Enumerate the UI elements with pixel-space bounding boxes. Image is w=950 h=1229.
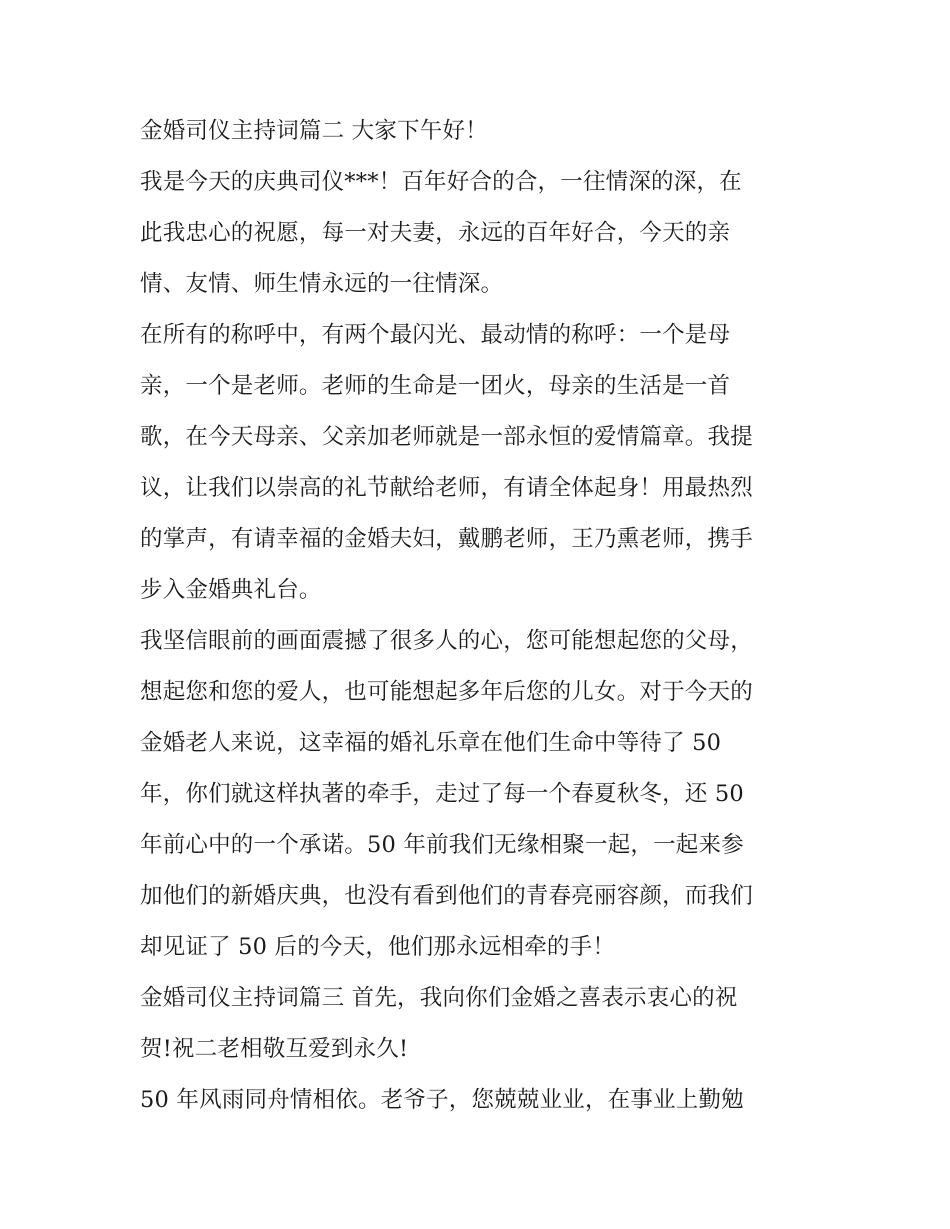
text-line: 在所有的称呼中，有两个最闪光、最动情的称呼：一个是母 — [140, 322, 731, 348]
text-line: 歌，在今天母亲、父亲加老师就是一部永恒的爱情篇章。我提 — [140, 424, 753, 450]
text-line: 我坚信眼前的画面震撼了很多人的心，您可能想起您的父母， — [140, 628, 753, 654]
text-line: 加他们的新婚庆典，也没有看到他们的青春亮丽容颜，而我们 — [140, 883, 753, 909]
text-line: 我是今天的庆典司仪***！百年好合的合，一往情深的深，在 — [140, 169, 742, 195]
text-line: 想起您和您的爱人，也可能想起多年后您的儿女。对于今天的 — [140, 679, 753, 705]
text-line: 贺!祝二老相敬互爱到永久! — [140, 1036, 409, 1062]
text-line: 步入金婚典礼台。 — [140, 577, 322, 603]
text-line: 年，你们就这样执著的牵手，走过了每一个春夏秋冬，还 50 — [140, 781, 744, 807]
text-line: 的掌声，有请幸福的金婚夫妇，戴鹏老师，王乃熏老师，携手 — [140, 526, 753, 552]
text-line: 50 年风雨同舟情相依。老爷子，您兢兢业业，在事业上勤勉 — [140, 1087, 744, 1113]
text-line: 亲，一个是老师。老师的生命是一团火，母亲的生活是一首 — [140, 373, 731, 399]
text-line: 年前心中的一个承诺。50 年前我们无缘相聚一起，一起来参 — [140, 832, 744, 858]
text-line: 却见证了 50 后的今天，他们那永远相牵的手！ — [140, 934, 616, 960]
text-line: 金婚司仪主持词篇二 大家下午好！ — [140, 118, 488, 144]
text-line: 此我忠心的祝愿，每一对夫妻，永远的百年好合，今天的亲 — [140, 220, 731, 246]
text-line: 情、友情、师生情永远的一往情深。 — [140, 271, 504, 297]
text-line: 金婚司仪主持词篇三 首先，我向你们金婚之喜表示衷心的祝 — [140, 985, 738, 1011]
document-body — [140, 106, 820, 1126]
text-line: 议，让我们以崇高的礼节献给老师，有请全体起身！用最热烈 — [140, 475, 753, 501]
text-line: 金婚老人来说，这幸福的婚礼乐章在他们生命中等待了 50 — [140, 730, 722, 756]
